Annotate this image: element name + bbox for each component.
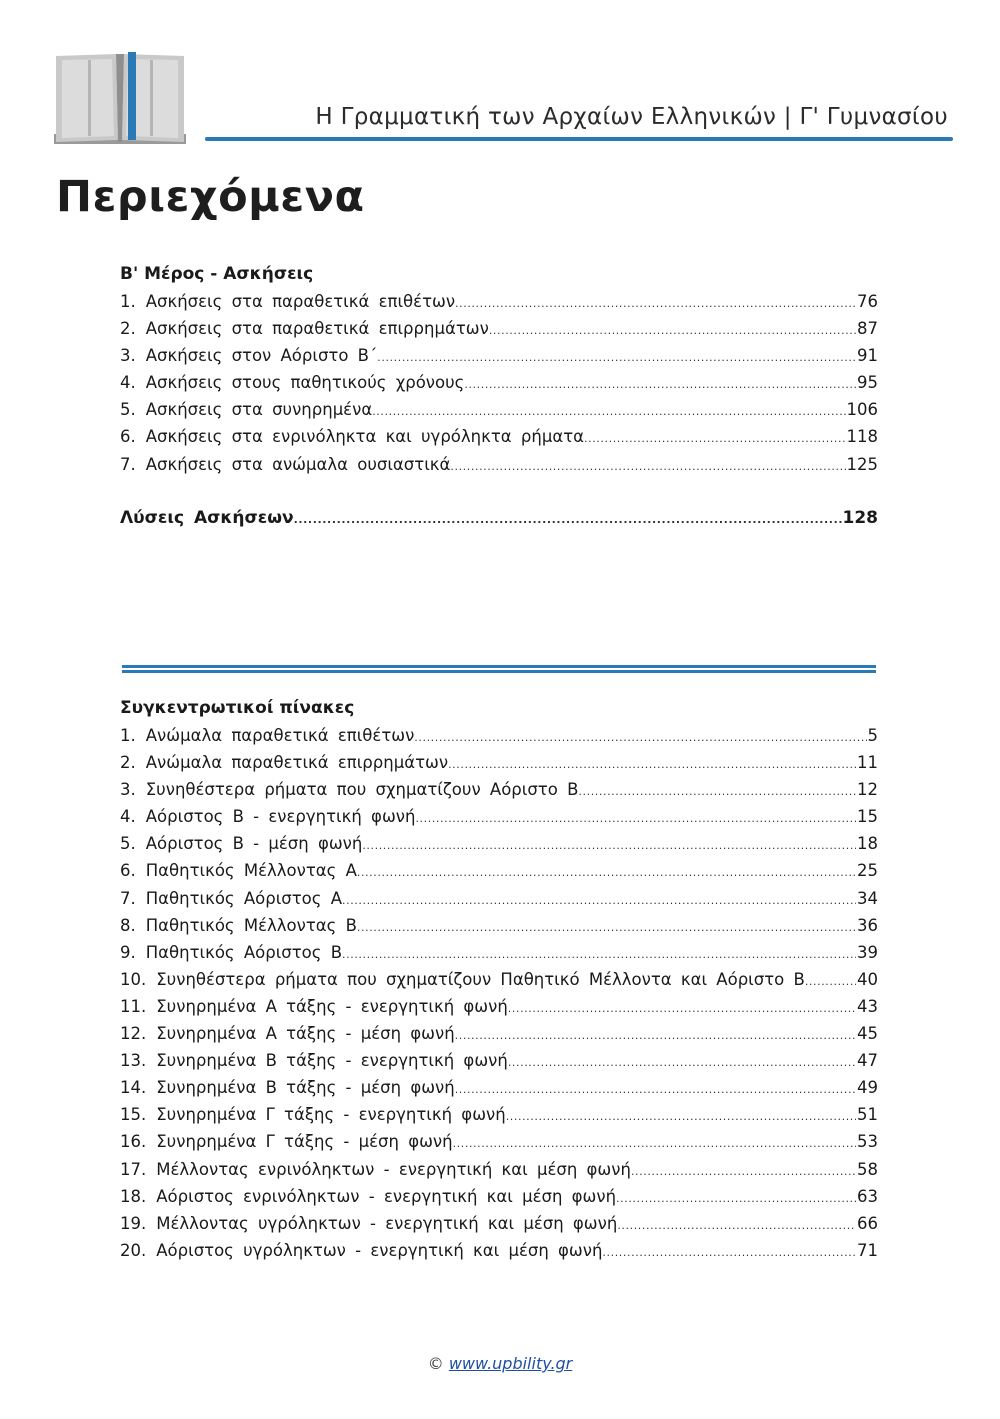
tables-heading: Συγκεντρωτικοί πίνακες [120, 698, 355, 718]
toc-entry-label: Ασκήσεις στα ανώμαλα ουσιαστικά [145, 454, 451, 474]
toc-entry[interactable] [120, 912, 878, 939]
toc-entry-number: 2. [120, 753, 136, 773]
dot-leader [342, 939, 856, 968]
toc-entry-number: 14. [120, 1078, 147, 1098]
toc-entry-label: Συνηθέστερα ρήματα που σχηματίζουν Παθητικό Μέλλοντα και Αόριστο Β [156, 969, 805, 989]
toc-entry-page: 15 [857, 807, 878, 827]
toc-entry-page: 63 [857, 1186, 878, 1206]
dot-leader [455, 1074, 856, 1103]
dot-leader [448, 749, 856, 778]
toc-entry-label: Παθητικός Μέλλοντας Α [145, 861, 357, 881]
toc-entry-page: 95 [857, 373, 878, 393]
toc-entry-label: Συνηρημένα Β τάξης - ενεργητική φωνή [156, 1051, 508, 1071]
toc-entry-label: Συνηρημένα Β τάξης - μέση φωνή [156, 1078, 455, 1098]
toc-entry-label: Ανώμαλα παραθετικά επιρρημάτων [145, 753, 449, 773]
dot-leader [631, 1156, 856, 1185]
toc-entry-page: 45 [857, 1024, 878, 1044]
toc-entry-page: 25 [857, 861, 878, 881]
dot-leader [414, 722, 866, 751]
toc-entry-page: 106 [846, 400, 878, 420]
toc-entry-number: 4. [120, 373, 136, 393]
toc-entry-label: Ασκήσεις στα παραθετικά επιρρημάτων [145, 319, 489, 339]
header-divider [205, 137, 953, 141]
toc-entry-label: Συνηρημένα Α τάξης - μέση φωνή [156, 1024, 455, 1044]
toc-entry[interactable] [120, 1183, 878, 1210]
dot-leader [584, 423, 845, 452]
dot-leader [342, 885, 856, 914]
toc-entry-label: Αόριστος ενρινόληκτων - ενεργητική και μέση φωνή [156, 1186, 617, 1206]
dot-leader [357, 857, 856, 886]
toc-entry-page: 36 [857, 915, 878, 935]
toc-entry-page: 91 [857, 346, 878, 366]
dot-leader [616, 1183, 856, 1212]
toc-entry-label: Παθητικός Αόριστος Α [145, 888, 342, 908]
dot-leader [455, 1020, 856, 1049]
toc-entry-number: 8. [120, 915, 136, 935]
toc-entry[interactable] [120, 1074, 878, 1101]
dot-leader [415, 803, 856, 832]
toc-entry-label: Ασκήσεις στους παθητικούς χρόνους [145, 373, 465, 393]
toc-entry-label: Ασκήσεις στα παραθετικά επιθέτων [145, 292, 456, 311]
toc-entry[interactable] [120, 1237, 878, 1264]
dot-leader [372, 396, 845, 425]
exercises-toc [120, 261, 878, 532]
toc-entry-page: 5 [867, 726, 878, 745]
toc-entry-number: 16. [120, 1132, 147, 1152]
toc-entry-page: 12 [857, 780, 878, 800]
toc-entry-number: 13. [120, 1051, 147, 1071]
toc-entry[interactable] [120, 803, 878, 830]
toc-entry[interactable] [120, 1047, 878, 1074]
dot-leader [602, 1237, 856, 1266]
dot-leader [464, 369, 856, 398]
toc-entry-number: 17. [120, 1159, 147, 1179]
toc-entry-number: 19. [120, 1213, 147, 1233]
toc-entry-page: 66 [857, 1213, 878, 1233]
toc-entry[interactable] [120, 749, 878, 776]
toc-entry[interactable] [120, 423, 878, 450]
footer [0, 1354, 1000, 1373]
toc-entry-label: Συνηρημένα Γ τάξης - μέση φωνή [156, 1132, 453, 1152]
copyright-symbol: © [427, 1354, 444, 1373]
toc-entry[interactable] [120, 288, 878, 315]
toc-entry[interactable] [120, 722, 878, 749]
dot-leader [455, 288, 856, 317]
toc-entry-page: 43 [857, 996, 878, 1016]
toc-entry-number: 1. [120, 726, 136, 745]
toc-entry-number: 15. [120, 1105, 147, 1125]
toc-entry-number: 11. [120, 996, 147, 1016]
toc-entry-number: 9. [120, 942, 136, 962]
toc-entry[interactable] [120, 885, 878, 912]
dot-leader [617, 1210, 856, 1239]
toc-entry[interactable] [120, 369, 878, 396]
toc-entry-label: Ανώμαλα παραθετικά επιθέτων [145, 726, 415, 745]
toc-entry-number: 20. [120, 1240, 147, 1260]
toc-entry[interactable] [120, 1128, 878, 1155]
toc-entry-page: 49 [857, 1078, 878, 1098]
toc-entry-label: Συνηθέστερα ρήματα που σχηματίζουν Αόριστο Β [145, 780, 579, 800]
toc-entry-number: 12. [120, 1024, 147, 1044]
dot-leader [362, 830, 856, 859]
toc-entry-number: 2. [120, 319, 136, 339]
toc-entry-page: 118 [846, 427, 878, 447]
toc-entry-label: Ασκήσεις στα συνηρημένα [145, 400, 373, 420]
dot-leader [508, 993, 856, 1022]
toc-entry-label: Λύσεις Ασκήσεων [120, 507, 294, 528]
toc-entry[interactable] [120, 451, 878, 478]
toc-entry[interactable] [120, 830, 878, 857]
toc-entry-number: 6. [120, 861, 136, 881]
toc-entry[interactable] [120, 342, 878, 369]
toc-entry[interactable] [120, 776, 878, 803]
toc-entry[interactable] [120, 939, 878, 966]
toc-entry-number: 7. [120, 888, 136, 908]
toc-entry[interactable] [120, 315, 878, 342]
dot-leader [489, 315, 856, 344]
toc-entry-page: 125 [846, 454, 878, 474]
dot-leader [506, 1101, 856, 1130]
toc-entry-page: 58 [857, 1159, 878, 1179]
toc-entry-label: Ασκήσεις στα ενρινόληκτα και υγρόληκτα ρήματα [145, 427, 585, 447]
toc-entry-number: 10. [120, 969, 147, 989]
toc-entry-label: Παθητικός Μέλλοντας Β [145, 915, 357, 935]
toc-entry[interactable] [120, 1020, 878, 1047]
toc-entry-page: 11 [857, 753, 878, 773]
toc-entry-number: 3. [120, 780, 136, 800]
toc-entry-label: Συνηρημένα Γ τάξης - ενεργητική φωνή [156, 1105, 506, 1125]
toc-entry-page: 34 [857, 888, 878, 908]
dot-leader [377, 342, 856, 371]
book-logo-icon [54, 52, 186, 146]
toc-entry-number: 4. [120, 807, 136, 827]
page-title: Περιεχόμενα [56, 172, 365, 222]
header-title: Η Γραμματική των Αρχαίων Ελληνικών | Γ' Γυμνασίου [315, 104, 948, 130]
dot-leader [357, 912, 856, 941]
toc-entry-page: 39 [857, 942, 878, 962]
toc-entry[interactable] [120, 857, 878, 884]
dot-leader [578, 776, 856, 805]
toc-entry-page: 51 [857, 1105, 878, 1125]
toc-entry-number: 1. [120, 292, 136, 311]
toc-entry[interactable] [120, 993, 878, 1020]
toc-entry-label: Αόριστος Β - ενεργητική φωνή [145, 807, 416, 827]
toc-entry-page: 18 [857, 834, 878, 854]
toc-entry[interactable] [120, 1101, 878, 1128]
dot-leader [294, 505, 842, 533]
tables-toc [120, 695, 878, 1264]
dot-leader [508, 1047, 856, 1076]
toc-entry-page: 87 [857, 319, 878, 339]
toc-entry-page: 53 [857, 1132, 878, 1152]
toc-entry-number: 6. [120, 427, 136, 447]
toc-entry-number: 3. [120, 346, 136, 366]
toc-entry-page: 71 [857, 1240, 878, 1260]
toc-entry[interactable] [120, 1156, 878, 1183]
toc-entry-label: Μέλλοντας υγρόληκτων - ενεργητική και μέση φωνή [156, 1213, 618, 1233]
toc-entry[interactable] [120, 396, 878, 423]
dot-leader [805, 966, 856, 995]
toc-entry-label: Παθητικός Αόριστος Β [145, 942, 343, 962]
toc-entry-label: Συνηρημένα Α τάξης - ενεργητική φωνή [156, 996, 508, 1016]
toc-entry-label: Αόριστος Β - μέση φωνή [145, 834, 363, 854]
toc-entry[interactable] [120, 966, 878, 993]
toc-entry-number: 7. [120, 454, 136, 474]
section-divider [122, 665, 876, 673]
toc-entry-number: 5. [120, 400, 136, 420]
toc-entry-page: 47 [857, 1051, 878, 1071]
toc-entry-solutions[interactable] [120, 505, 878, 532]
toc-entry-label: Ασκήσεις στον Αόριστο Β΄ [145, 346, 378, 366]
website-link[interactable]: www.upbility.gr [448, 1354, 573, 1373]
toc-entry-number: 18. [120, 1186, 147, 1206]
toc-entry-number: 5. [120, 834, 136, 854]
toc-entry-page: 76 [857, 292, 878, 311]
toc-entry-page: 40 [857, 969, 878, 989]
toc-entry-label: Αόριστος υγρόληκτων - ενεργητική και μέση φωνή [156, 1240, 603, 1260]
toc-entry-page: 128 [842, 507, 878, 528]
toc-entry[interactable] [120, 1210, 878, 1237]
toc-entry-label: Μέλλοντας ενρινόληκτων - ενεργητική και μέση φωνή [156, 1159, 631, 1179]
exercises-heading: Β' Μέρος - Ασκήσεις [120, 264, 314, 284]
dot-leader [450, 451, 845, 480]
dot-leader [453, 1128, 856, 1157]
